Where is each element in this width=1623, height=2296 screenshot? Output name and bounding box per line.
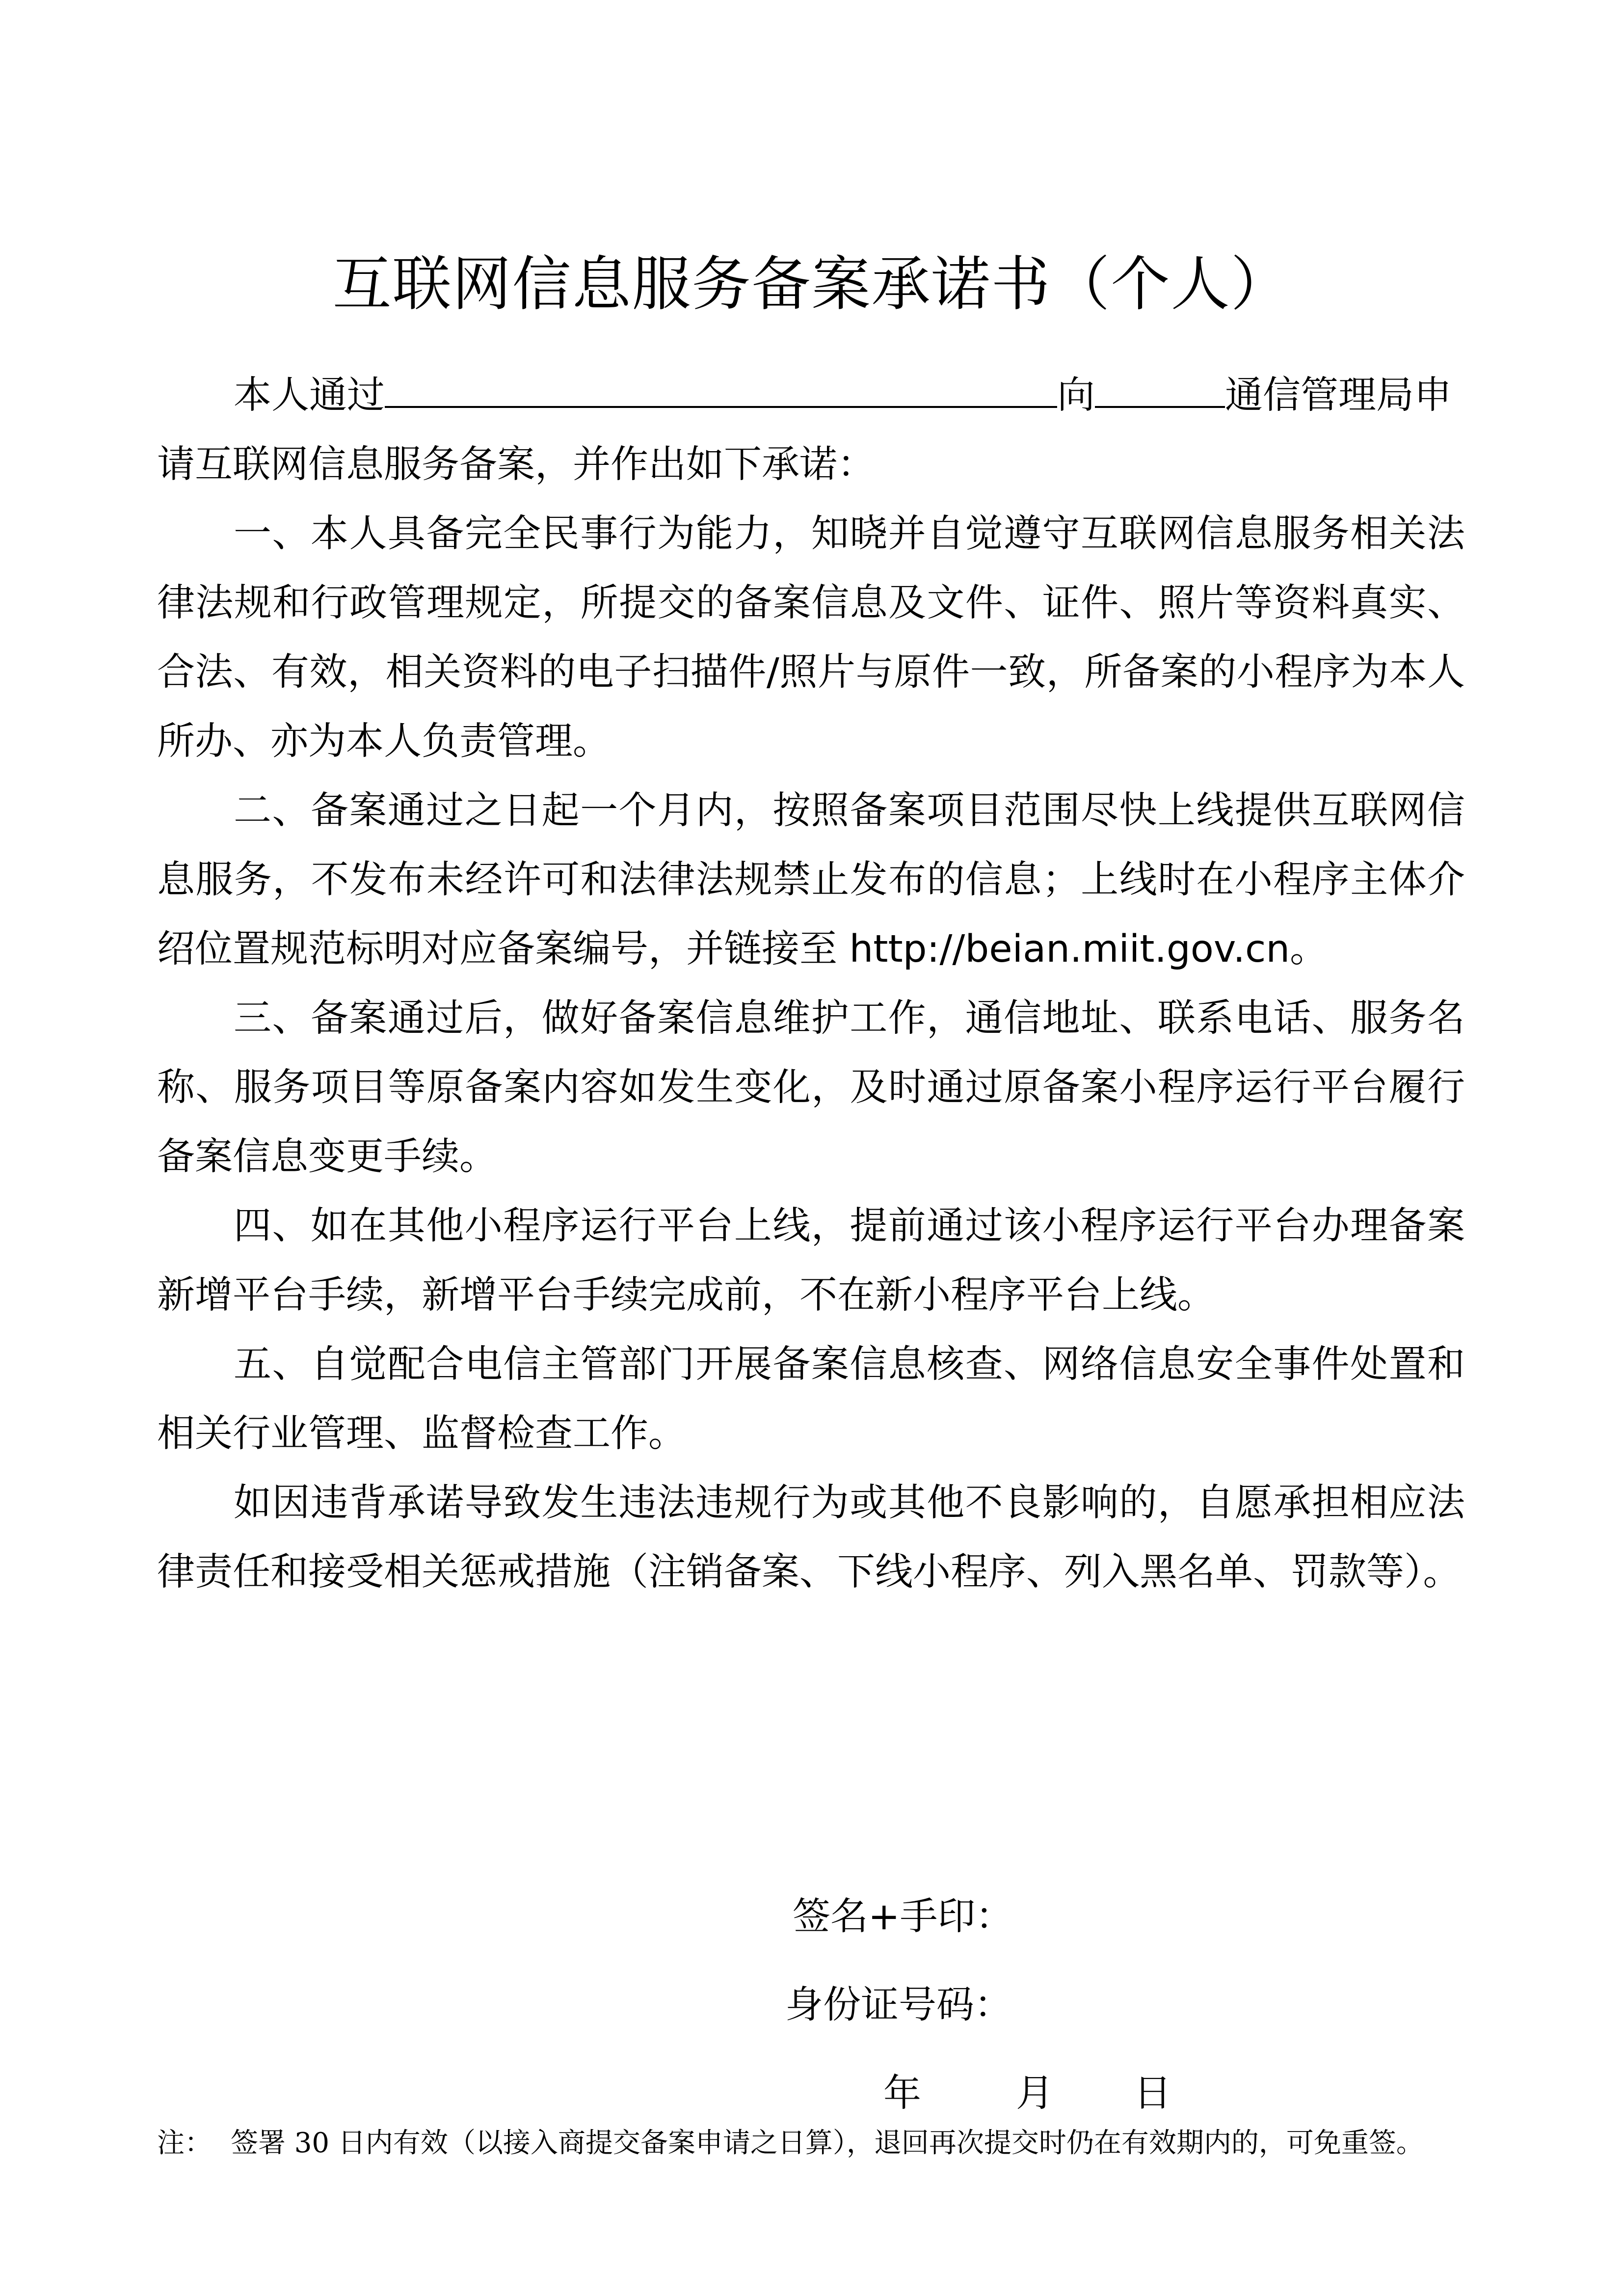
id-number-label: 身份证号码： bbox=[785, 1983, 1012, 2027]
date-month-label: 月 bbox=[1016, 2072, 1054, 2115]
commitment-paragraph-1: 一、本人具备完全民事行为能力，知晓并自觉遵守互联网信息服务相关法律法规和行政管理规定，所提交的备案信息及文件、证件、照片等资料真实、合法、有效，相关资料的电子扫描件/照片与原件一致，所备案的小程序为本人所办、亦为本人负责管理。 bbox=[157, 512, 1465, 763]
date-row bbox=[0, 2069, 1623, 2118]
signature-label: 签名+手印： bbox=[793, 1895, 1013, 1939]
commitment-paragraph-2: 二、备案通过之日起一个月内，按照备案项目范围尽快上线提供互联网信息服务，不发布未经许可和法律法规禁止发布的信息；上线时在小程序主体介绍位置规范标明对应备案编号，并链接至 http://beian.miit.gov.cn。 bbox=[157, 789, 1465, 971]
commitment-paragraph-3: 三、备案通过后，做好备案信息维护工作，通信地址、联系电话、服务名称、服务项目等原备案内容如发生变化，及时通过原备案小程序运行平台履行备案信息变更手续。 bbox=[157, 997, 1465, 1179]
province-blank-field bbox=[1095, 372, 1225, 408]
date-year-label: 年 bbox=[883, 2072, 921, 2115]
liability-paragraph: 如因违背承诺导致发生违法违规行为或其他不良影响的，自愿承担相应法律责任和接受相关惩戒措施（注销备案、下线小程序、列入黑名单、罚款等）。 bbox=[157, 1481, 1465, 1594]
footnote-label: 注： bbox=[157, 2127, 212, 2159]
footnote-text: 签署 30 日内有效（以接入商提交备案申请之日算），退回再次提交时仍在有效期内的，可免重签。 bbox=[231, 2127, 1424, 2159]
intro-line bbox=[157, 361, 1465, 430]
commitment-paragraph-5: 五、自觉配合电信主管部门开展备案信息核查、网络信息安全事件处置和相关行业管理、监督检查工作。 bbox=[157, 1343, 1465, 1456]
document-body bbox=[157, 361, 1465, 1607]
intro-text-part1: 本人通过 bbox=[234, 374, 385, 417]
footnote bbox=[157, 2126, 1458, 2161]
platform-blank-field bbox=[385, 372, 1057, 408]
intro-text-part3: 通信管理局申 bbox=[1225, 374, 1452, 417]
commitment-paragraph-4: 四、如在其他小程序运行平台上线，提前通过该小程序运行平台办理备案新增平台手续，新增平台手续完成前，不在新小程序平台上线。 bbox=[157, 1204, 1465, 1317]
intro-text-part2: 向 bbox=[1057, 374, 1095, 417]
intro-line-2: 请互联网信息服务备案，并作出如下承诺： bbox=[157, 443, 875, 486]
document-title: 互联网信息服务备案承诺书（个人） bbox=[332, 250, 1291, 319]
date-day-label: 日 bbox=[1134, 2072, 1171, 2115]
